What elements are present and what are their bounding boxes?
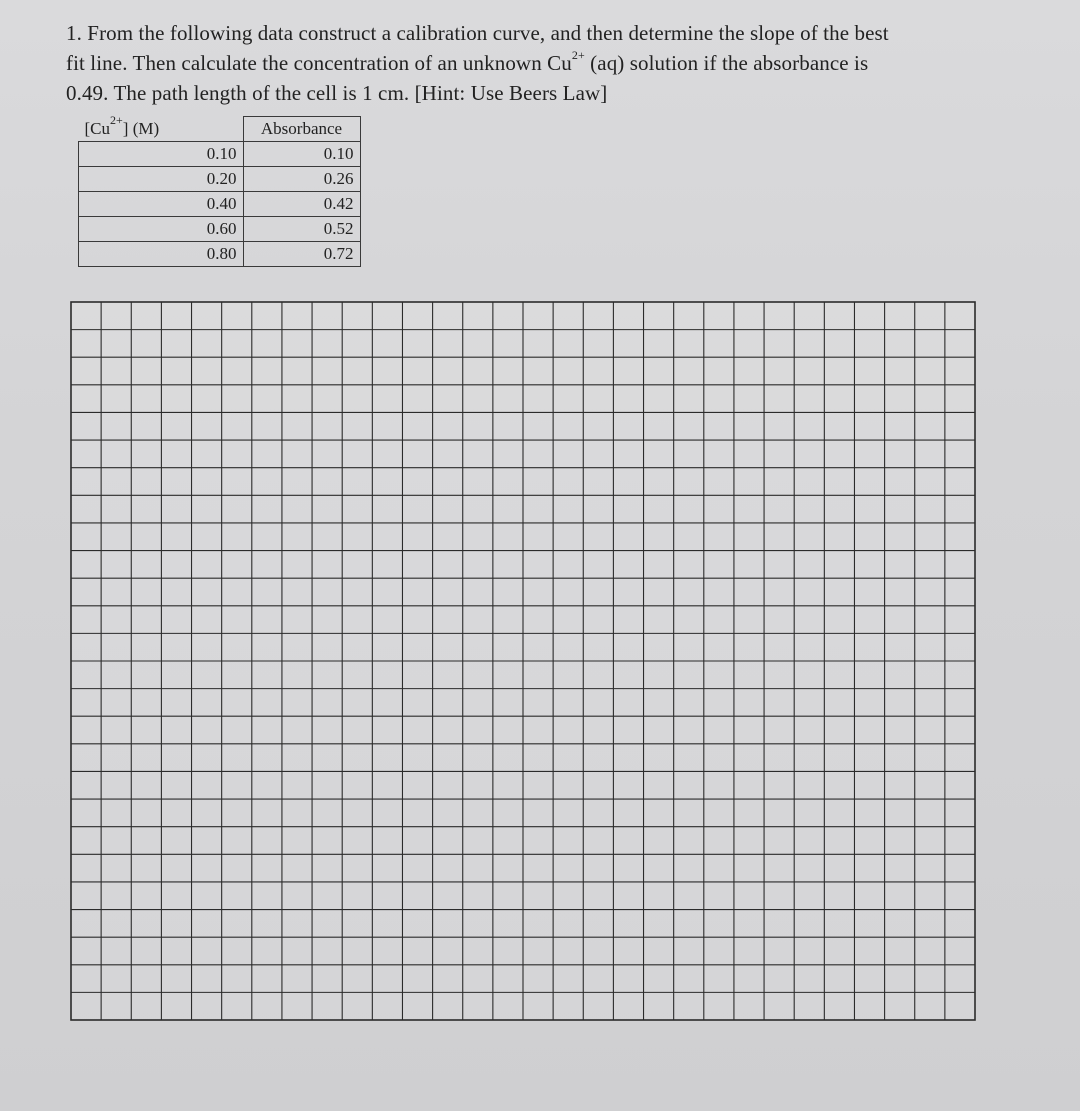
concentration-cell: 0.80 [79, 242, 244, 267]
table-row [79, 217, 361, 242]
concentration-cell: 0.40 [79, 192, 244, 217]
concentration-header-post: ] (M) [122, 118, 160, 138]
problem-line-3: 0.49. The path length of the cell is 1 cm. [Hint: Use Beers Law] [66, 81, 608, 105]
table-row [79, 142, 361, 167]
concentration-header-charge: 2+ [110, 113, 123, 128]
concentration-header [79, 113, 244, 142]
absorbance-cell: 0.52 [243, 217, 360, 242]
table-header-row [79, 117, 361, 142]
concentration-cell: 0.60 [79, 217, 244, 242]
absorbance-cell: 0.10 [243, 142, 360, 167]
problem-line-2 [66, 48, 996, 78]
concentration-header-pre: [Cu [84, 118, 110, 138]
concentration-cell: 0.10 [79, 142, 244, 167]
ion-charge: 2+ [571, 48, 585, 62]
absorbance-cell: 0.26 [243, 167, 360, 192]
concentration-cell: 0.20 [79, 167, 244, 192]
problem-line-1: 1. From the following data construct a calibration curve, and then determine the slope of the best [66, 21, 889, 45]
table-row [79, 242, 361, 267]
absorbance-cell: 0.42 [243, 192, 360, 217]
calibration-data-table [78, 113, 361, 267]
problem-line-2-start: fit line. Then calculate the concentration of an unknown Cu [66, 51, 572, 75]
graph-paper-grid [70, 301, 976, 1021]
absorbance-cell: 0.72 [243, 242, 360, 267]
table-row [79, 192, 361, 217]
problem-line-2-end: (aq) solution if the absorbance is [584, 51, 869, 75]
problem-statement [66, 18, 996, 108]
table-row [79, 167, 361, 192]
absorbance-header: Absorbance [243, 117, 360, 142]
